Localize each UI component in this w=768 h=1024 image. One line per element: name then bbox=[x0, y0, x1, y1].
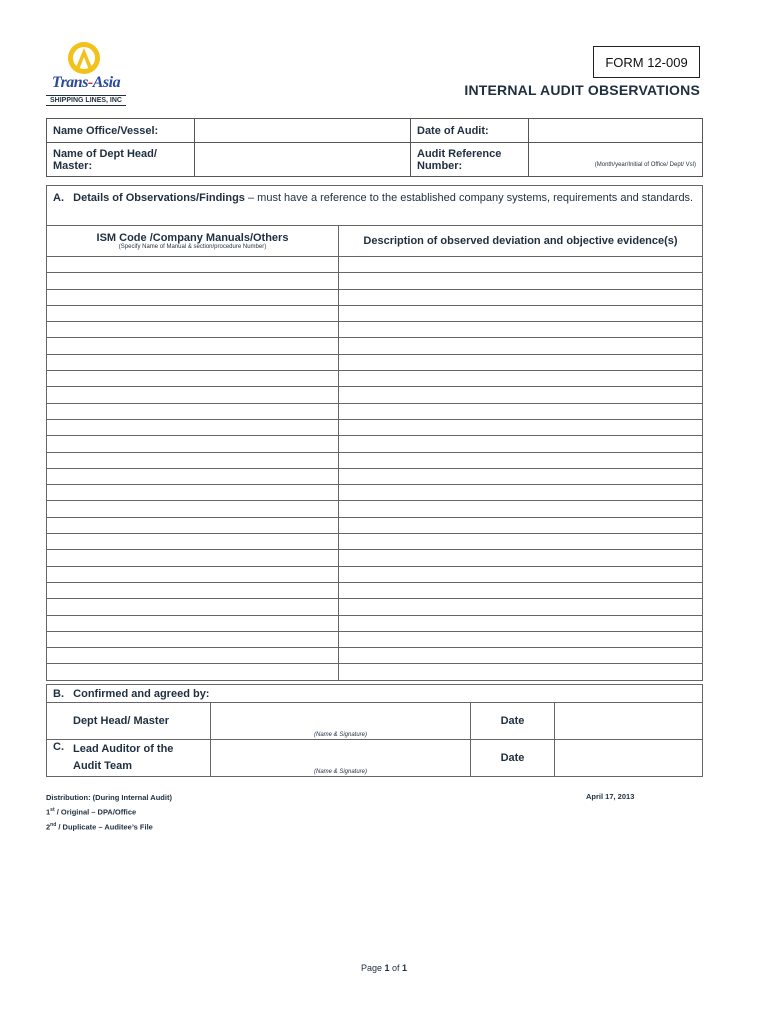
observation-row bbox=[47, 322, 703, 338]
col-reference-label: ISM Code /Company Manuals/Others bbox=[96, 232, 289, 244]
observation-row bbox=[47, 436, 703, 452]
observation-row bbox=[47, 501, 703, 517]
observation-reference-cell[interactable] bbox=[47, 582, 339, 598]
logo-subtitle: SHIPPING LINES, INC bbox=[46, 95, 126, 106]
observation-description-cell[interactable] bbox=[339, 566, 703, 582]
observation-description-cell[interactable] bbox=[339, 452, 703, 468]
observation-description-cell[interactable] bbox=[339, 582, 703, 598]
col-description-header: Description of observed deviation and objective evidence(s) bbox=[339, 226, 703, 257]
observation-description-cell[interactable] bbox=[339, 631, 703, 647]
audit-ref-label: Audit Reference Number: bbox=[411, 143, 529, 177]
observation-description-cell[interactable] bbox=[339, 273, 703, 289]
observation-row bbox=[47, 534, 703, 550]
observation-row bbox=[47, 468, 703, 484]
observation-description-cell[interactable] bbox=[339, 354, 703, 370]
observation-reference-cell[interactable] bbox=[47, 387, 339, 403]
observation-description-cell[interactable] bbox=[339, 257, 703, 273]
logo-brand-text: Trans-Asia bbox=[51, 74, 121, 91]
office-vessel-label: Name Office/Vessel: bbox=[47, 119, 195, 143]
observation-row bbox=[47, 338, 703, 354]
lead-auditor-signature-field[interactable] bbox=[211, 740, 471, 777]
col-reference-hint: (Specify Name of Manual & section/procedure Number) bbox=[118, 244, 267, 250]
observation-reference-cell[interactable] bbox=[47, 338, 339, 354]
observation-row bbox=[47, 403, 703, 419]
form-number: FORM 12-009 bbox=[593, 46, 700, 78]
observation-description-cell[interactable] bbox=[339, 517, 703, 533]
observation-reference-cell[interactable] bbox=[47, 371, 339, 387]
observation-row bbox=[47, 371, 703, 387]
observation-row bbox=[47, 452, 703, 468]
section-c-letter: C. bbox=[53, 741, 64, 753]
observation-row bbox=[47, 273, 703, 289]
observation-row bbox=[47, 419, 703, 435]
observation-row bbox=[47, 387, 703, 403]
observation-description-cell[interactable] bbox=[339, 338, 703, 354]
dept-head-signature-field[interactable] bbox=[211, 703, 471, 740]
distribution-line-1: 1st / Original – DPA/Office bbox=[46, 807, 137, 817]
company-logo bbox=[44, 40, 128, 118]
audit-date-label: Date of Audit: bbox=[411, 119, 529, 143]
observation-description-cell[interactable] bbox=[339, 534, 703, 550]
section-b-heading bbox=[47, 685, 703, 703]
form-title: INTERNAL AUDIT OBSERVATIONS bbox=[464, 82, 700, 98]
observation-description-cell[interactable] bbox=[339, 599, 703, 615]
observation-row bbox=[47, 354, 703, 370]
dept-head-date-field[interactable] bbox=[555, 703, 703, 740]
observation-reference-cell[interactable] bbox=[47, 615, 339, 631]
observation-reference-cell[interactable] bbox=[47, 550, 339, 566]
observation-reference-cell[interactable] bbox=[47, 664, 339, 680]
observation-description-cell[interactable] bbox=[339, 436, 703, 452]
observation-reference-cell[interactable] bbox=[47, 257, 339, 273]
audit-ref-hint: (Month/year/Initial of Office/ Dept/ Vsl) bbox=[594, 161, 696, 168]
dept-head-field[interactable] bbox=[195, 143, 411, 177]
audit-date-field[interactable] bbox=[529, 119, 703, 143]
observation-reference-cell[interactable] bbox=[47, 305, 339, 321]
section-a-text: – must have a reference to the established company systems, requirements and standards. bbox=[244, 192, 694, 204]
dept-head-role: Dept Head/ Master bbox=[47, 703, 211, 740]
section-a-title: Details of Observations/Findings bbox=[73, 192, 245, 204]
dept-head-signature-hint: (Name & Signature) bbox=[313, 732, 368, 738]
observation-row bbox=[47, 631, 703, 647]
lead-auditor-date-label: Date bbox=[471, 740, 555, 777]
observation-reference-cell[interactable] bbox=[47, 517, 339, 533]
section-b-title: Confirmed and agreed by: bbox=[73, 687, 210, 700]
observation-description-cell[interactable] bbox=[339, 664, 703, 680]
observation-description-cell[interactable] bbox=[339, 485, 703, 501]
observation-reference-cell[interactable] bbox=[47, 534, 339, 550]
observation-reference-cell[interactable] bbox=[47, 403, 339, 419]
observation-row bbox=[47, 599, 703, 615]
observation-row bbox=[47, 517, 703, 533]
observation-description-cell[interactable] bbox=[339, 403, 703, 419]
observation-description-cell[interactable] bbox=[339, 371, 703, 387]
observation-description-cell[interactable] bbox=[339, 550, 703, 566]
observation-description-cell[interactable] bbox=[339, 305, 703, 321]
section-a-letter: A. bbox=[53, 192, 64, 204]
page-number: Page 1 of 1 bbox=[360, 963, 408, 973]
col-reference-header bbox=[47, 226, 339, 257]
distribution-line-2: 2nd / Duplicate – Auditee’s File bbox=[46, 821, 153, 831]
observation-description-cell[interactable] bbox=[339, 387, 703, 403]
observation-row bbox=[47, 566, 703, 582]
office-vessel-field[interactable] bbox=[195, 119, 411, 143]
observation-reference-cell[interactable] bbox=[47, 566, 339, 582]
observation-reference-cell[interactable] bbox=[47, 599, 339, 615]
lead-auditor-role bbox=[47, 740, 211, 777]
observation-reference-cell[interactable] bbox=[47, 452, 339, 468]
section-b-letter: B. bbox=[53, 687, 64, 700]
observation-reference-cell[interactable] bbox=[47, 289, 339, 305]
observation-reference-cell[interactable] bbox=[47, 501, 339, 517]
observation-description-cell[interactable] bbox=[339, 501, 703, 517]
dept-head-label: Name of Dept Head/ Master: bbox=[47, 143, 195, 177]
observation-description-cell[interactable] bbox=[339, 648, 703, 664]
observation-description-cell[interactable] bbox=[339, 289, 703, 305]
observation-reference-cell[interactable] bbox=[47, 648, 339, 664]
signoff-table bbox=[46, 684, 703, 777]
lead-auditor-date-field[interactable] bbox=[555, 740, 703, 777]
observations-table bbox=[46, 185, 703, 681]
distribution-block bbox=[46, 792, 172, 833]
observation-description-cell[interactable] bbox=[339, 322, 703, 338]
section-a-heading bbox=[47, 186, 703, 226]
observation-row bbox=[47, 664, 703, 680]
form-header-table bbox=[46, 118, 703, 177]
dept-head-date-label: Date bbox=[471, 703, 555, 740]
observation-description-cell[interactable] bbox=[339, 419, 703, 435]
observation-row bbox=[47, 648, 703, 664]
revision-date: April 17, 2013 bbox=[586, 792, 635, 801]
observation-row bbox=[47, 550, 703, 566]
observation-reference-cell[interactable] bbox=[47, 419, 339, 435]
observation-row bbox=[47, 582, 703, 598]
observation-reference-cell[interactable] bbox=[47, 322, 339, 338]
observation-row bbox=[47, 485, 703, 501]
observation-reference-cell[interactable] bbox=[47, 485, 339, 501]
audit-ref-field[interactable] bbox=[529, 143, 703, 177]
observation-reference-cell[interactable] bbox=[47, 468, 339, 484]
observation-description-cell[interactable] bbox=[339, 468, 703, 484]
observation-reference-cell[interactable] bbox=[47, 436, 339, 452]
observation-row bbox=[47, 615, 703, 631]
lead-auditor-signature-hint: (Name & Signature) bbox=[313, 769, 368, 775]
lead-auditor-label: Lead Auditor of the Audit Team bbox=[73, 743, 174, 772]
observation-row bbox=[47, 257, 703, 273]
observation-description-cell[interactable] bbox=[339, 615, 703, 631]
observation-reference-cell[interactable] bbox=[47, 273, 339, 289]
observation-rows bbox=[47, 257, 703, 681]
observation-reference-cell[interactable] bbox=[47, 631, 339, 647]
observation-reference-cell[interactable] bbox=[47, 354, 339, 370]
observation-row bbox=[47, 289, 703, 305]
distribution-title: Distribution: (During Internal Audit) bbox=[46, 793, 172, 802]
observation-row bbox=[47, 305, 703, 321]
